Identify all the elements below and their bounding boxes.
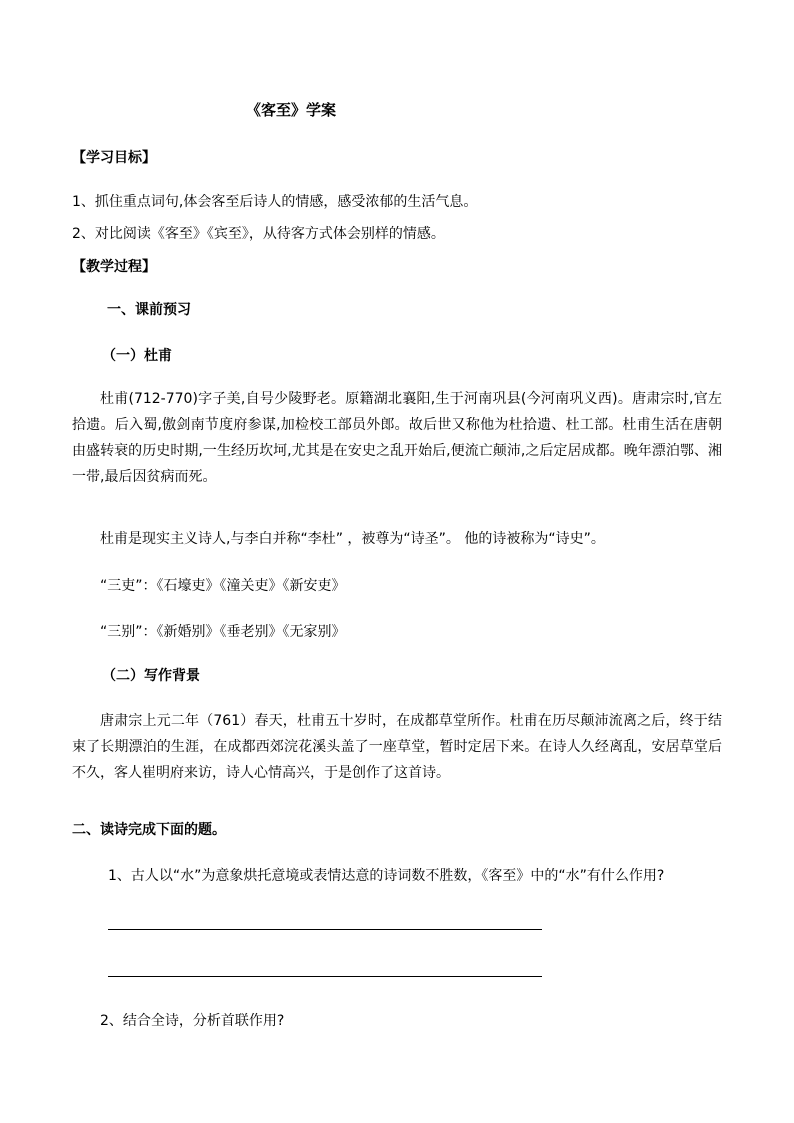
- dufu-bio-paragraph: 杜甫(712-770)字子美,自号少陵野老。原籍湖北襄阳,生于河南巩县(今河南巩义西)。唐肃宗时,官左拾遗。后入蜀,傲剑南节度府参谋,加检校工部员外郎。故后世又称他为杜拾遗、杜工部。杜甫生活在唐朝由盛转衰的历史时期,一生经历坎坷,尤其是在安史之乱开始后,便流亡颠沛,之后定居成都。晚年漂泊鄂、湘一带,最后因贫病而死。: [72, 391, 722, 485]
- page-title: 《客至》学案: [246, 101, 337, 119]
- sub1-heading: （一）杜甫: [102, 348, 172, 364]
- dufu-status-paragraph: 杜甫是现实主义诗人,与李白并称“李杜” ，被尊为“诗圣”。 他的诗被称为“诗史”。: [100, 531, 605, 547]
- part1-heading: 一、课前预习: [107, 302, 191, 318]
- three-li-line: “三吏”：《石壕吏》《潼关吏》《新安吏》: [100, 578, 346, 594]
- sub2-heading: （二）写作背景: [102, 668, 200, 684]
- goals-heading: 【学习目标】: [72, 150, 156, 166]
- question-1: 1、古人以“水”为意象烘托意境或表情达意的诗词数不胜数，《客至》中的“水”有什么作用?: [108, 868, 665, 884]
- three-bie-line: “三别”：《新婚别》《垂老别》《无家别》: [100, 624, 346, 640]
- part2-heading: 二、读诗完成下面的题。: [72, 822, 226, 838]
- answer-line-2[interactable]: [108, 976, 542, 977]
- question-2: 2、结合全诗，分析首联作用?: [100, 1013, 285, 1029]
- answer-line-1[interactable]: [108, 929, 542, 930]
- goal-item-1: 1、抓住重点词句,体会客至后诗人的情感，感受浓郁的生活气息。: [72, 194, 478, 210]
- process-heading: 【教学过程】: [72, 259, 156, 275]
- goal-item-2: 2、对比阅读《客至》《宾至》，从待客方式体会别样的情感。: [72, 226, 445, 242]
- background-paragraph: 唐肃宗上元二年（761）春天，杜甫五十岁时，在成都草堂所作。杜甫在历尽颠沛流离之后，终于结束了长期漂泊的生涯，在成都西郊浣花溪头盖了一座草堂，暂时定居下来。在诗人久经离乱，安居草堂后不久，客人崔明府来访，诗人心情高兴，于是创作了这首诗。: [72, 713, 722, 781]
